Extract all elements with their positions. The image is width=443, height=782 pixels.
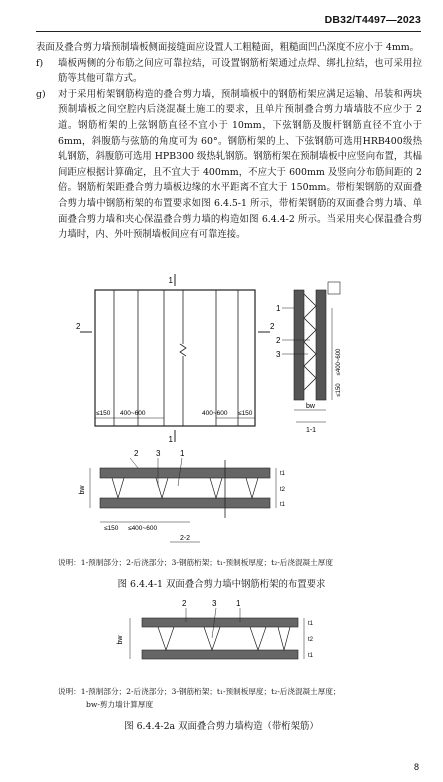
dimension-label: t1 xyxy=(308,653,314,659)
dimension-label: t1 xyxy=(308,621,314,627)
figure-1-drawing xyxy=(70,272,370,552)
body-text xyxy=(36,40,422,243)
dimension-label: bw xyxy=(306,403,315,410)
marker-label: 2 xyxy=(76,322,81,331)
dimension-label: t1 xyxy=(280,502,286,508)
precast-panel xyxy=(294,290,304,400)
section-title: 2-2 xyxy=(179,535,191,542)
item-text: 对于采用桁架钢筋构造的叠合剪力墙，预制墙板中的钢筋桁架应满足运输、吊装和两块预制墙板之间空腔内后浇混凝土施工的要求，且单片预制叠合剪力墙墙肢不应少于 2 道。钢筋桁架的上弦钢筋直径不宜小于 10mm，下弦钢筋及腹杆钢筋直径不宜小于 6mm，斜腹筋与弦筋的角度可为 60°。钢筋桁架的上、下弦钢筋可选用HRB400级热轧钢筋，斜腹筋可选用 HPB300 级热轧钢筋。钢筋桁架在预制墙板中应竖向布置，其榀间距应根据计算确定，且不宜大于 400mm，不应大于 600mm 及竖向分布筋间距的 2 倍。钢筋桁架距叠合剪力墙板边缘的水平距离不宜大于 150mm。带桁架钢筋的双面叠合剪力墙中钢筋桁架的布置要求如图 6.4.5-1 所示，带桁架钢筋的双面叠合剪力墙、单面叠合剪力墙和夹心保温叠合剪力墙的构造如图 6.4.4-2 所示。当采用夹心保温叠合剪力墙时，内、外叶预制墙板间应有可靠连接。 xyxy=(58,88,422,241)
figure-2-caption: 图 6.4.4-2a 双面叠合剪力墙构造（带桁架筋） xyxy=(124,721,319,732)
page-number: 8 xyxy=(413,762,419,772)
callout-label: 1 xyxy=(276,304,281,313)
marker-label: 1 xyxy=(168,276,173,285)
figure-1-note: 说明：1-预制部分；2-后浇部分；3-钢筋桁架；t₁-预制板厚度；t₂-后浇混凝土厚度 xyxy=(58,558,333,567)
precast-panel xyxy=(100,468,270,478)
truss-web xyxy=(158,627,290,650)
marker-label: 1 xyxy=(168,435,173,444)
list-item-g xyxy=(36,87,422,243)
callout-label: 1 xyxy=(180,449,185,458)
intro-paragraph: 表面及叠合剪力墙预制墙板侧面接缝面应设置人工粗糙面，粗糙面凹凸深度不应小于 4mm。 xyxy=(36,42,419,53)
callout-label: 2 xyxy=(276,336,281,345)
item-label: g) xyxy=(36,88,46,100)
dimension-label: ≤150 xyxy=(104,525,119,532)
dimension-label: bw xyxy=(117,635,124,645)
figure-6-4-4-2a xyxy=(100,594,340,682)
item-label: f) xyxy=(36,57,44,69)
callout-label: 3 xyxy=(156,449,161,458)
item-text: 墙板两侧的分布筋之间应可靠拉结，可设置钢筋桁架通过点焊、绑扎拉结，也可采用拉筋等其他可靠方式。 xyxy=(58,57,422,85)
marker-label: 2 xyxy=(270,322,275,331)
precast-panel xyxy=(100,498,270,508)
leader-line xyxy=(130,458,138,468)
truss-web xyxy=(304,294,316,390)
document-code: DB32/T4497—2023 xyxy=(324,14,421,26)
dimension-label: bw xyxy=(79,485,86,495)
dimension-label: t1 xyxy=(280,471,286,477)
precast-panel xyxy=(142,618,298,627)
callout-label: 3 xyxy=(276,350,281,359)
precast-panel xyxy=(142,650,298,659)
list-item-f xyxy=(36,56,422,87)
dimension-label: t2 xyxy=(308,637,314,643)
figure-2-drawing xyxy=(100,594,340,682)
dimension-label: t2 xyxy=(280,487,286,493)
grid-icon xyxy=(328,282,340,294)
break-symbol xyxy=(180,344,186,356)
figure-1-caption: 图 6.4.4-1 双面叠合剪力墙中钢筋桁架的布置要求 xyxy=(117,579,326,590)
header-rule xyxy=(36,31,421,32)
truss-web xyxy=(112,478,258,498)
double-wall-section xyxy=(130,608,304,659)
callout-label: 2 xyxy=(134,449,139,458)
dimension-label: 400~600 xyxy=(120,410,146,417)
figure-6-4-4-1 xyxy=(70,272,370,552)
dimension-label: ≤150 xyxy=(336,383,342,397)
precast-panel xyxy=(316,290,326,400)
dimension-label: ≤150 xyxy=(238,410,253,417)
figure-2-note-cont: bw-剪力墙计算厚度 xyxy=(86,700,154,709)
callout-label: 2 xyxy=(182,599,187,608)
dimension-label: ≤400~600 xyxy=(336,348,342,376)
callout-label: 1 xyxy=(236,599,241,608)
elevation-outline xyxy=(95,290,255,426)
dimension-label: ≤400~600 xyxy=(128,525,158,532)
figure-2-note: 说明：1-预制部分；2-后浇部分；3-钢筋桁架；t₁-预制板厚度；t₂-后浇混凝土厚度； xyxy=(58,687,341,696)
callout-label: 3 xyxy=(212,599,217,608)
dimension-label: ≤150 xyxy=(96,410,111,417)
dimension-label: 400~600 xyxy=(202,410,228,417)
section-title: 1-1 xyxy=(305,427,317,434)
